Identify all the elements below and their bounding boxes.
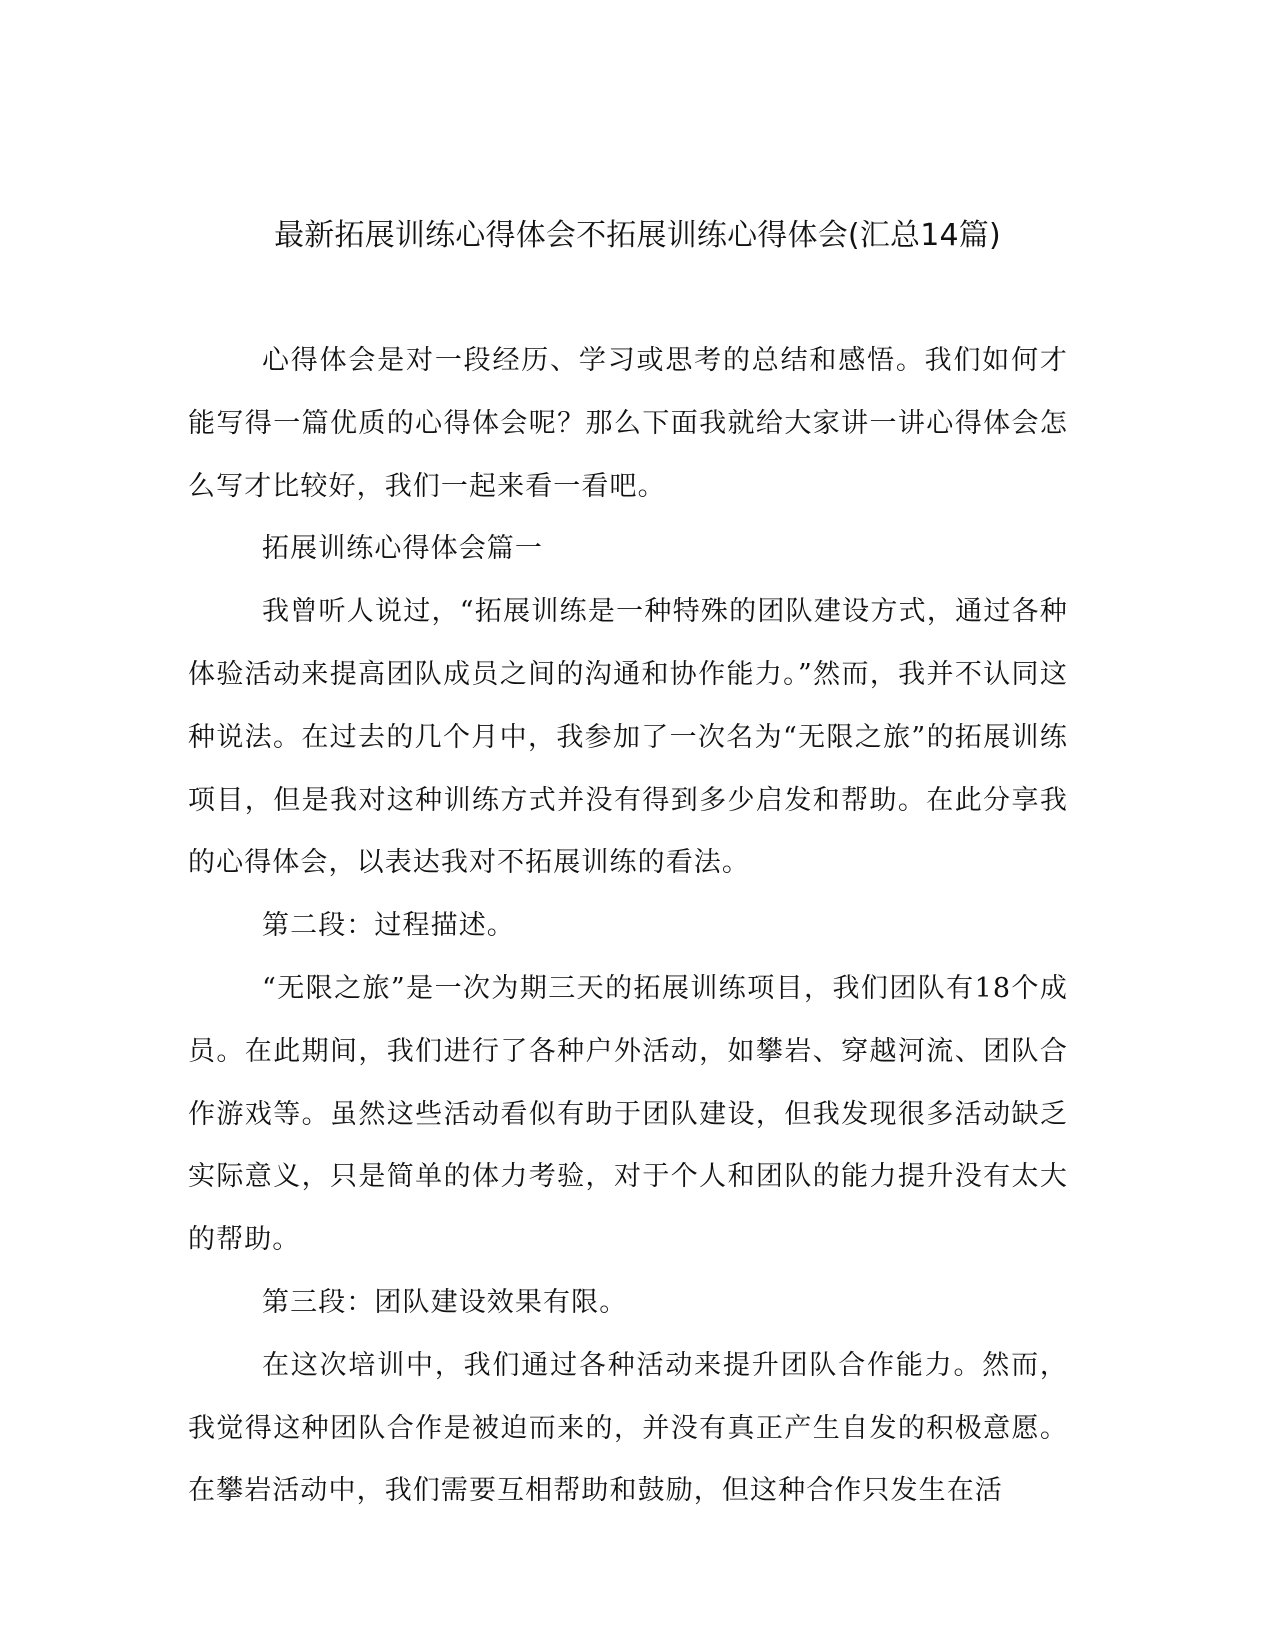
section-heading-part-one: 拓展训练心得体会篇一 [262,533,543,565]
document-title: 最新拓展训练心得体会不拓展训练心得体会(汇总14篇) [274,218,1001,253]
paragraph-process: “无限之旅”是一次为期三天的拓展训练项目，我们团队有18个成员。在此期间，我们进行了各种户外活动，如攀岩、穿越河流、团队合作游戏等。虽然这些活动看似有助于团队建设，但我发现很多活动缺乏实际意义，只是简单的体力考验，对于个人和团队的能力提升没有太大的帮助。 [188,972,1068,1256]
section-heading-third: 第三段：团队建设效果有限。 [262,1286,628,1318]
intro-paragraph: 心得体会是对一段经历、学习或思考的总结和感悟。我们如何才能写得一篇优质的心得体会呢？那么下面我就给大家讲一讲心得体会怎么写才比较好，我们一起来看一看吧。 [188,345,1068,502]
paragraph-team-building: 在这次培训中，我们通过各种活动来提升团队合作能力。然而，我觉得这种团队合作是被迫而来的，并没有真正产生自发的积极意愿。在攀岩活动中，我们需要互相帮助和鼓励，但这种合作只发生在活 [188,1349,1068,1507]
section-heading-second: 第二段：过程描述。 [262,910,515,942]
paragraph-opinion: 我曾听人说过，“拓展训练是一种特殊的团队建设方式，通过各种体验活动来提高团队成员之间的沟通和协作能力。”然而，我并不认同这种说法。在过去的几个月中，我参加了一次名为“无限之旅”的拓展训练项目，但是我对这种训练方式并没有得到多少启发和帮助。在此分享我的心得体会，以表达我对不拓展训练的看法。 [188,596,1068,879]
document-body [188,330,1068,1523]
